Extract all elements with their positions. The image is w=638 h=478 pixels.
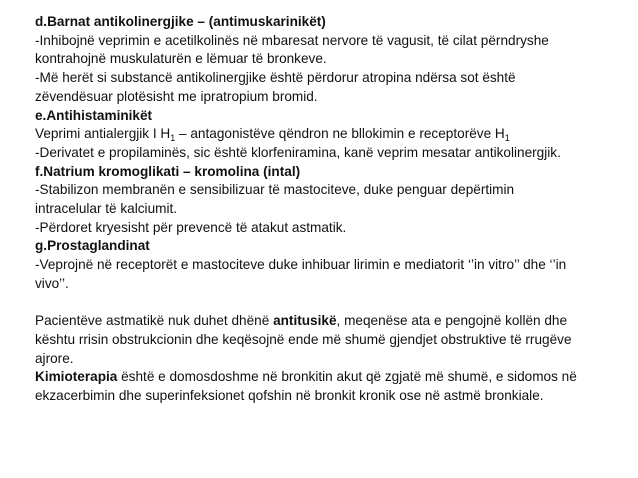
slide-text-body bbox=[35, 13, 627, 406]
cromolyn-text-1a: -Stabilizon membranën e sensibilizuar të mastociteve, duke penguar depërtimin bbox=[35, 182, 515, 198]
heading-prostaglandins: g.Prostaglandinat bbox=[35, 238, 150, 254]
cromolyn-text-2: -Përdoret kryesisht për prevencë të atakut astmatik. bbox=[35, 219, 347, 235]
antihistamines-text-1 bbox=[35, 125, 627, 144]
chemotherapy-term: Kimioterapia bbox=[35, 369, 118, 385]
antitussives-text-1 bbox=[35, 312, 627, 331]
prostaglandins-text-1b: vivo’’. bbox=[35, 275, 69, 291]
anticholinergics-text-1a: -Inhibojnë veprimin e acetilkolinës në mbaresat nervore të vagusit, të cilat përndryshe bbox=[35, 32, 549, 48]
antitussives-text-2: kështu rrisin obstrukcionin dhe keqësojnë ende më shumë gjendjet obstruktive të rrugëve bbox=[35, 331, 572, 347]
antitussives-text-1a: Pacientëve astmatikë nuk duhet dhënë bbox=[35, 313, 274, 329]
heading-cromolyn: f.Natrium kromoglikati – kromolina (intal) bbox=[35, 163, 301, 179]
cromolyn-text-1b: intracelular të kalciumit. bbox=[35, 201, 178, 217]
prostaglandins-text-1a: -Veprojnë në receptorët e mastociteve duke inhibuar lirimin e mediatorit ‘’in vitro’’ dhe ‘’in bbox=[35, 257, 567, 273]
subscript-one: 1 bbox=[170, 133, 176, 144]
antitussives-text-3: ajrore. bbox=[35, 350, 74, 366]
antitussives-term: antitusikë bbox=[273, 313, 337, 329]
antihistamines-text-1b: – antagonistëve qëndron ne bllokimin e receptorëve H bbox=[175, 126, 505, 142]
paragraph-gap bbox=[35, 294, 627, 313]
chemotherapy-text-2: ekzacerbimin dhe superinfeksionet qofshin në bronkit kronik ose në astmë bronkiale. bbox=[35, 388, 544, 404]
heading-antihistamines: e.Antihistaminikët bbox=[35, 107, 153, 123]
chemotherapy-text-1 bbox=[35, 368, 627, 387]
antihistamines-text-1a: Veprimi antialergjik I H bbox=[35, 126, 171, 142]
anticholinergics-text-2b: zëvendësuar plotësisht me ipratropium bromid. bbox=[35, 88, 318, 104]
anticholinergics-text-2a: -Më herët si substancë antikolinergjike është përdorur atropina ndërsa sot është bbox=[35, 70, 516, 86]
antitussives-text-1b: , meqenëse ata e pengojnë kollën dhe bbox=[336, 313, 568, 329]
anticholinergics-text-1b: kontrahojnë muskulaturën e lëmuar të bronkeve. bbox=[35, 51, 327, 67]
antihistamines-text-2: -Derivatet e propilaminës, sic është klorfeniramina, kanë veprim mesatar antikolinergjik. bbox=[35, 144, 561, 160]
chemotherapy-text-1a: është e domosdoshme në bronkitin akut që zgjatë më shumë, e sidomos në bbox=[117, 369, 577, 385]
subscript-one: 1 bbox=[504, 133, 510, 144]
heading-anticholinergics: d.Barnat antikolinergjike – (antimuskarinikët) bbox=[35, 14, 326, 29]
